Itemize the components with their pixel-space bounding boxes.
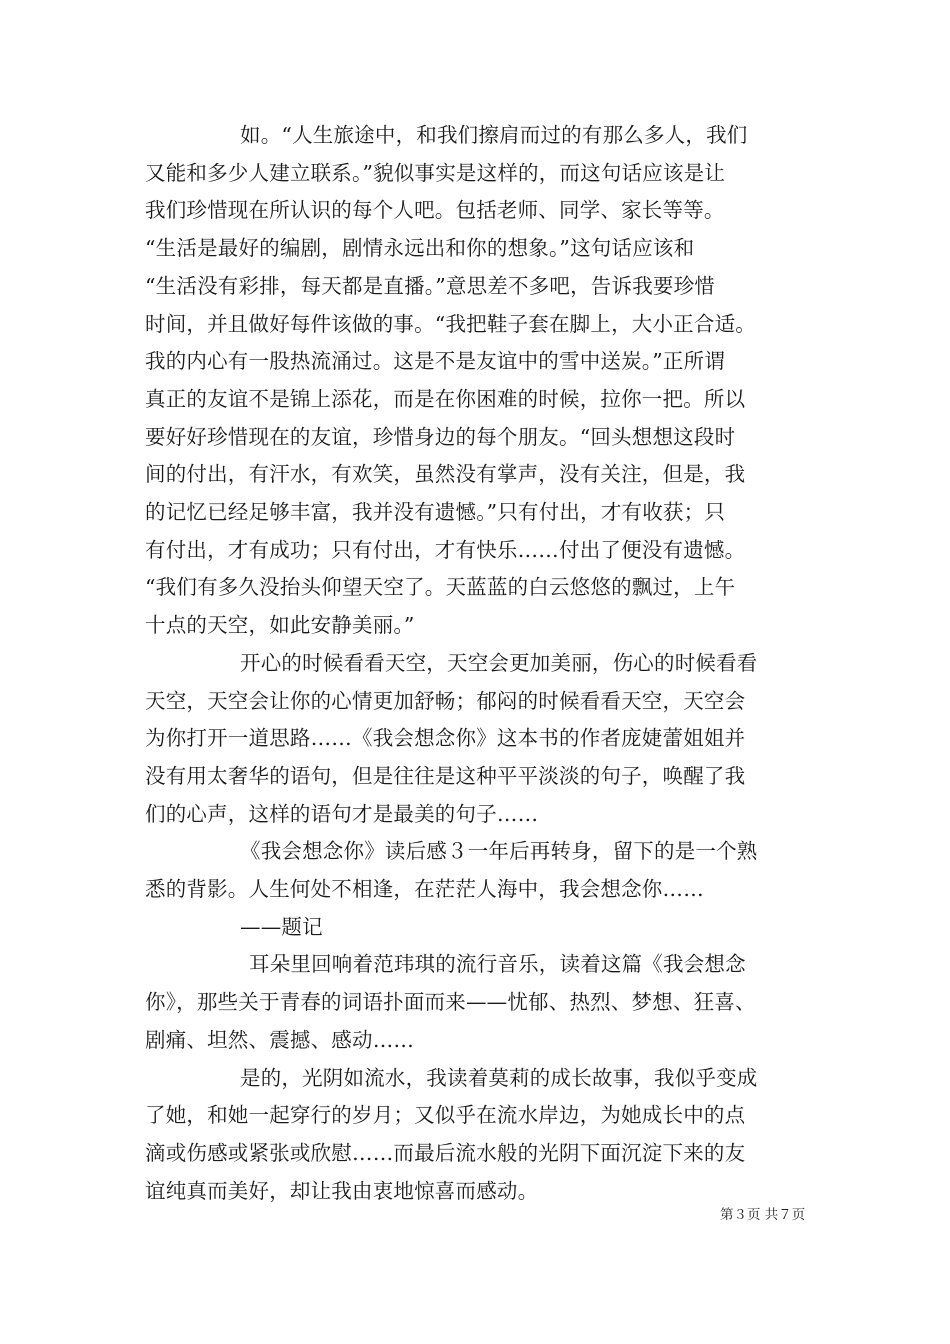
text-line: 我的内心有一股热流涌过。这是不是友谊中的雪中送炭。”正所谓 xyxy=(145,349,726,374)
text-line: 间的付出，有汗水，有欢笑，虽然没有掌声，没有关注，但是，我 xyxy=(145,462,746,487)
text-line: 要好好珍惜现在的友谊，珍惜身边的每个朋友。“回头想想这段时 xyxy=(145,424,736,449)
text-line: 们的心声，这样的语句才是最美的句子…… xyxy=(145,801,539,826)
page-number-footer: 第３页 共７页 xyxy=(720,1207,806,1223)
text-line: 有付出，才有成功；只有付出，才有快乐……付出了便没有遗憾。 xyxy=(145,537,746,562)
text-line: 又能和多少人建立联系。”貌似事实是这样的，而这句话应该是让 xyxy=(145,160,726,185)
text-line: 天空，天空会让你的心情更加舒畅；郁闷的时候看看天空，天空会 xyxy=(145,688,746,713)
text-line: 的记忆已经足够丰富，我并没有遗憾。”只有付出，才有收获；只 xyxy=(145,500,726,525)
body-text xyxy=(145,117,810,1210)
text-lines xyxy=(145,117,810,1210)
text-line: 剧痛、坦然、震撼、感动…… xyxy=(145,1027,415,1052)
text-line: 如。“人生旅途中，和我们擦肩而过的有那么多人，我们 xyxy=(240,123,748,147)
text-line: 时间，并且做好每件该做的事。“我把鞋子套在脚上，大小正合适。 xyxy=(145,311,756,336)
text-line: “我们有多久没抬头仰望天空了。天蓝蓝的白云悠悠的飘过，上午 xyxy=(145,575,736,600)
text-line: ——题记 xyxy=(240,914,323,939)
text-line: 谊纯真而美好，却让我由衷地惊喜而感动。 xyxy=(145,1178,539,1203)
text-line: “生活是最好的编剧，剧情永远出和你的想象。”这句话应该和 xyxy=(145,236,695,261)
text-line: 《我会想念你》读后感３一年后再转身，留下的是一个熟 xyxy=(240,839,758,864)
text-line: 了她，和她一起穿行的岁月；又似乎在流水岸边，为她成长中的点 xyxy=(145,1103,746,1128)
text-line: 我们珍惜现在所认识的每个人吧。包括老师、同学、家长等等。 xyxy=(145,198,725,223)
text-line: 开心的时候看看天空，天空会更加美丽，伤心的时候看看 xyxy=(240,650,758,675)
text-line: 真正的友谊不是锦上添花，而是在你困难的时候，拉你一把。所以 xyxy=(145,386,746,411)
text-line: 耳朵里回响着范玮琪的流行音乐，读着这篇《我会想念 xyxy=(249,952,746,977)
text-line: 为你打开一道思路……《我会想念你》这本书的作者庞婕蕾姐姐并 xyxy=(145,726,746,751)
text-line: 是的，光阴如流水，我读着莫莉的成长故事，我似乎变成 xyxy=(240,1065,758,1090)
text-line: 没有用太奢华的语句，但是往往是这种平平淡淡的句子，唤醒了我 xyxy=(145,763,746,788)
text-line: 滴或伤感或紧张或欣慰……而最后流水般的光阴下面沉淀下来的友 xyxy=(145,1140,746,1165)
text-line: 你》，那些关于青春的词语扑面而来——忧郁、热烈、梦想、狂喜、 xyxy=(145,990,756,1015)
text-line: 十点的天空，如此安静美丽。” xyxy=(145,613,415,638)
text-line: 悉的背影。人生何处不相逢，在茫茫人海中，我会想念你…… xyxy=(145,877,704,902)
text-line: “生活没有彩排，每天都是直播。”意思差不多吧，告诉我要珍惜 xyxy=(145,273,716,298)
